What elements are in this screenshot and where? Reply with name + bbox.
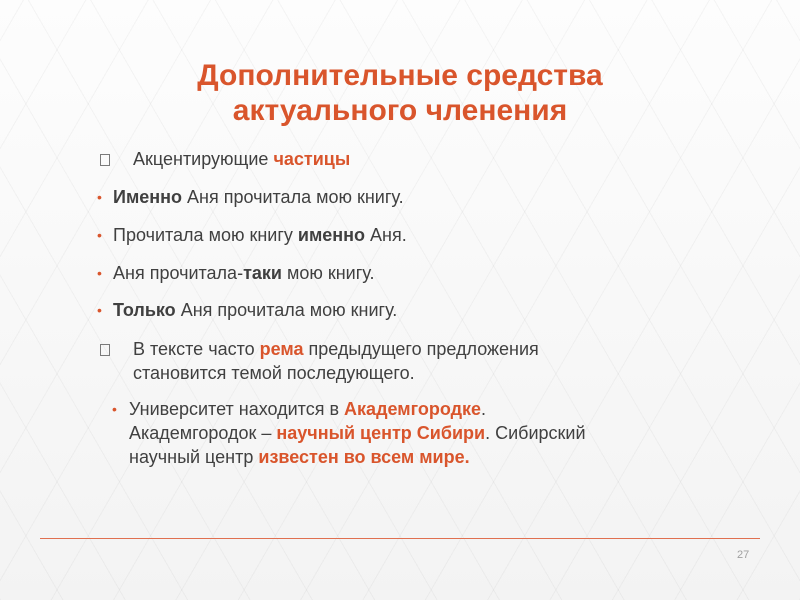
item-emphasis: именно [297,225,366,245]
item-text: В тексте часто [133,339,260,359]
slide-title [100,58,700,128]
item-highlight: частицы [273,149,351,169]
item-highlight: Академгородке [344,399,482,419]
bullet-item-rheme [133,337,539,385]
item-text: предыдущего предложения [303,339,539,359]
item-text: мою книгу. [281,263,375,283]
item-highlight: рема [259,339,304,359]
item-text: Университет находится в [129,399,345,419]
bullet-item-example-1 [113,185,404,209]
bullet-item-example-5 [129,397,586,469]
bullet-item-accent-particles [133,147,350,171]
item-text: Акцентирующие [133,149,274,169]
item-highlight: научный центр Сибири [276,423,486,443]
item-text: . Сибирский [485,423,586,443]
dot-bullet-icon: • [97,189,102,205]
item-highlight: известен во всем мире. [258,447,470,467]
square-bullet-icon [100,154,110,166]
bullet-item-example-4 [113,298,397,322]
page-number: 27 [737,549,750,561]
item-text: Аня прочитала мою книгу. [182,187,404,207]
item-text: . [481,399,487,419]
item-text: научный центр [129,447,259,467]
square-bullet-icon [100,344,110,356]
item-emphasis: Только [113,300,176,320]
dot-bullet-icon: • [97,302,102,318]
item-text: становится темой последующего. [133,363,415,383]
footer-divider [40,538,760,539]
dot-bullet-icon: • [112,401,117,417]
slide-title-line-1: Дополнительные средства [197,59,603,92]
item-emphasis: таки [243,263,282,283]
bullet-item-example-3 [113,261,375,285]
item-text: Прочитала мою книгу [113,225,298,245]
slide-title-line-2: актуального членения [232,94,568,127]
item-text: Академгородок – [129,423,277,443]
item-emphasis: Именно [113,187,183,207]
bullet-item-example-2 [113,223,407,247]
dot-bullet-icon: • [97,227,102,243]
item-text: Аня прочитала мою книгу. [175,300,398,320]
item-text: Аня. [365,225,407,245]
item-text: Аня прочитала- [113,263,244,283]
dot-bullet-icon: • [97,265,102,281]
